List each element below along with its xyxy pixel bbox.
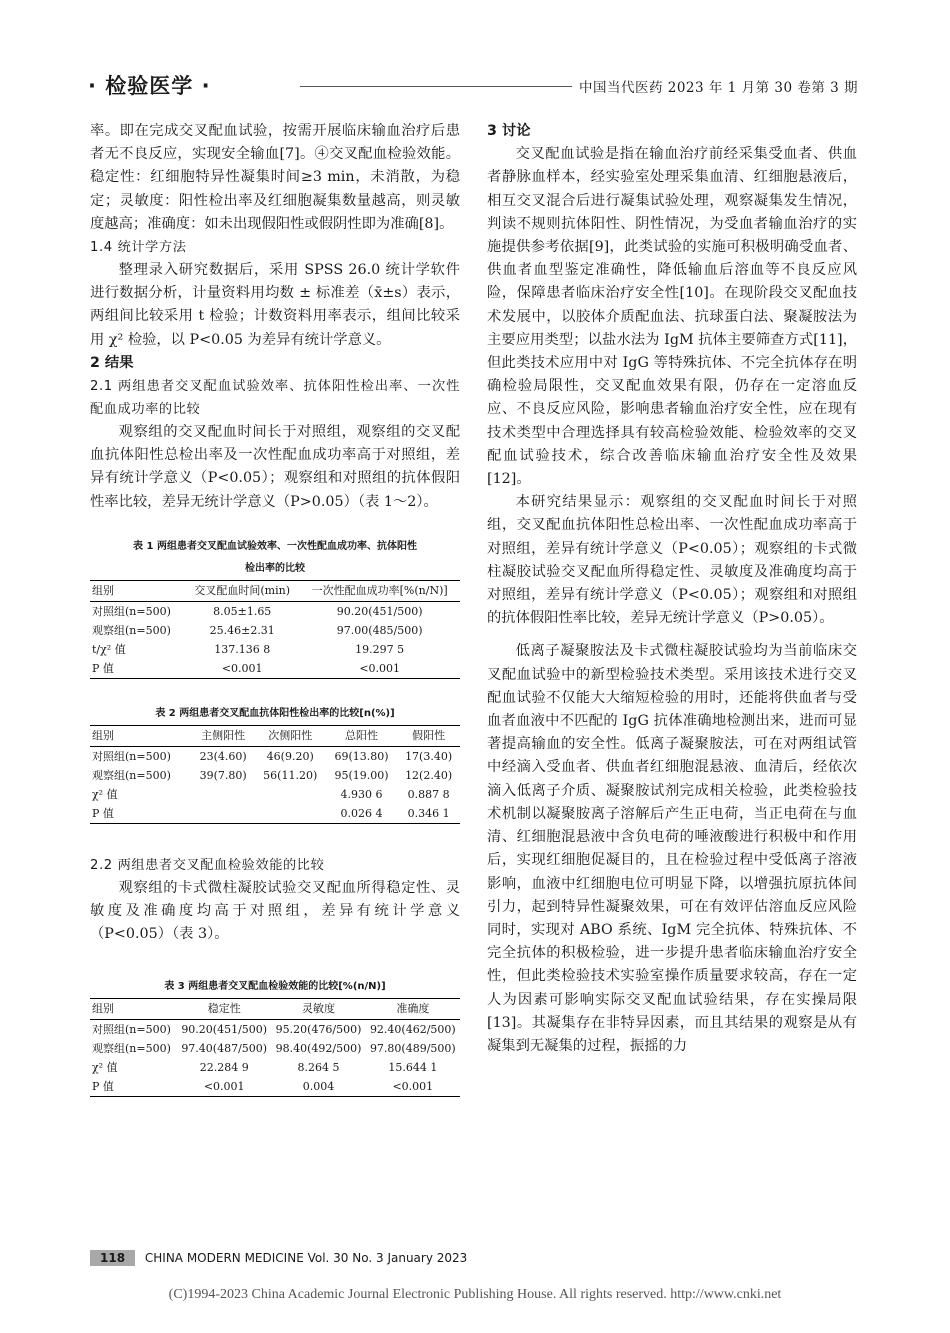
table-row xyxy=(90,621,460,640)
table-header: 主侧阳性 xyxy=(192,725,255,746)
table-cell: 56(11.20) xyxy=(263,768,318,782)
table-cell: 22.284 9 xyxy=(199,1061,249,1075)
table-cell: 46(9.20) xyxy=(266,749,314,763)
table-cell: 98.40(492/500) xyxy=(275,1042,362,1056)
table-row xyxy=(90,1020,460,1040)
section-heading: 3 讨论 xyxy=(487,123,531,139)
table-cell: <0.001 xyxy=(185,659,299,679)
table-row xyxy=(90,1077,460,1097)
table-cell: 39(7.80) xyxy=(199,768,247,782)
table-cell: 95.20(476/500) xyxy=(275,1023,362,1037)
table-row xyxy=(90,601,460,621)
section-heading: 1.4 统计学方法 xyxy=(90,240,187,256)
left-column xyxy=(90,120,460,1097)
table-cell: 137.136 8 xyxy=(214,642,271,656)
page-footer xyxy=(90,1250,467,1266)
table-row xyxy=(90,785,460,804)
table-cell: 19.297 5 xyxy=(355,642,405,656)
table-cell: 97.80(489/500) xyxy=(369,1042,456,1056)
table-cell: 对照组(n=500) xyxy=(92,604,171,618)
table-cell: 观察组(n=500) xyxy=(92,768,171,782)
table-cell: 对照组(n=500) xyxy=(92,1023,171,1037)
table-cell: χ² 值 xyxy=(92,1061,118,1075)
table-header: 总阳性 xyxy=(326,725,397,746)
table-1 xyxy=(90,536,460,679)
paragraph: 整理录入研究数据后，采用 SPSS 26.0 统计学软件进行数据分析，计量资料用均数 ± 标准差（x̄±s）表示，两组间比较采用 t 检验；计数资料用率表示，组间比较采用 χ² 检验，以 P<0.05 为差异有统计学意义。 xyxy=(90,262,460,348)
table-cell xyxy=(255,785,326,804)
table-header: 假阳性 xyxy=(397,725,460,746)
table-cell: 25.46±2.31 xyxy=(209,623,275,637)
paragraph: 率。即在完成交叉配血试验，按需开展临床输血治疗后患者无不良反应，实现安全输血[7]。④交叉配血检验效能。稳定性：红细胞特异性凝集时间≥3 min，未消散，为稳定；灵敏度：阳性检出率及红细胞凝集数量越高，则灵敏度越高；准确度：如未出现假阳性或假阴性即为准确[8]。 xyxy=(90,123,460,232)
paragraph: 交叉配血试验是指在输血治疗前经采集受血者、供血者静脉血样本，经实验室处理采集血清、红细胞悬液后，相互交叉混合后进行凝集试验处理，观察凝集发生情况，判读不规则抗体阳性、阴性情况，为受血者输血治疗的实施提供参考依据[9]，此类试验的实施可积极明确受血者、供血者血型鉴定准确性，降低输血后溶血等不良反应风险，保障患者临床治疗安全性[10]。在现阶段交叉配血技术发展中，以胶体介质配血法、抗球蛋白法、聚凝胺法为主要应用类型；以盐水法为 IgM 抗体主要筛查方式[11]，但此类技术应用中对 IgG 等特殊抗体、不完全抗体存在明确检验局限性，交叉配血效果有限，仍存在一定溶血反应、不良反应风险，影响患者输血治疗安全性，应在现有技术类型中合理选择具有较高检验效能、检验效率的交叉配血试验技术，综合改善临床输血治疗安全性及效果[12]。 xyxy=(487,146,857,488)
table-cell: <0.001 xyxy=(177,1077,271,1097)
table-cell: 0.026 4 xyxy=(326,804,397,824)
section-heading: 2.2 两组患者交叉配血检验效能的比较 xyxy=(90,857,325,873)
table-cell: 97.00(485/500) xyxy=(336,623,423,637)
table-2 xyxy=(90,703,460,824)
paragraph: 观察组的卡式微柱凝胶试验交叉配血所得稳定性、灵敏度及准确度均高于对照组，差异有统计学意义（P<0.05）（表 3）。 xyxy=(90,879,460,943)
journal-info: 中国当代医药 2023 年 1 月第 30 卷第 3 期 xyxy=(578,80,858,96)
table-cell: 15.644 1 xyxy=(388,1061,438,1075)
table-cell: 97.40(487/500) xyxy=(181,1042,268,1056)
table-cell: 观察组(n=500) xyxy=(92,623,171,637)
table-cell: 90.20(451/500) xyxy=(336,604,423,618)
table-cell: 0.346 1 xyxy=(397,804,460,824)
table-cell: 8.05±1.65 xyxy=(213,604,272,618)
table-cell: χ² 值 xyxy=(92,787,118,801)
table-header: 次侧阳性 xyxy=(255,725,326,746)
table-header: 组别 xyxy=(90,725,192,746)
right-column xyxy=(487,120,857,1058)
table-cell: 95(19.00) xyxy=(334,768,389,782)
table-cell: 0.004 xyxy=(271,1077,365,1097)
table-cell: 对照组(n=500) xyxy=(92,749,171,763)
table-3 xyxy=(90,976,460,1097)
table-cell: 17(3.40) xyxy=(405,749,453,763)
table-header: 一次性配血成功率[%(n/N)] xyxy=(299,580,460,601)
table-cell: P 值 xyxy=(90,804,192,824)
table-cell: P 值 xyxy=(90,659,185,679)
table-caption: 表 2 两组患者交叉配血抗体阳性检出率的比较[n(%)] xyxy=(155,707,395,719)
table-cell: 4.930 6 xyxy=(340,787,383,801)
table-cell: 23(4.60) xyxy=(199,749,247,763)
table-row xyxy=(90,766,460,785)
table-header: 灵敏度 xyxy=(271,999,365,1020)
table-cell xyxy=(192,804,255,824)
header-rule xyxy=(300,86,572,87)
table-header: 交叉配血时间(min) xyxy=(185,580,299,601)
table-cell: <0.001 xyxy=(366,1077,460,1097)
table-row xyxy=(90,640,460,659)
table-cell: 69(13.80) xyxy=(334,749,389,763)
table-cell: 92.40(462/500) xyxy=(369,1023,456,1037)
table-cell: 0.887 8 xyxy=(407,787,450,801)
table-header: 准确度 xyxy=(366,999,460,1020)
table-cell: 8.264 5 xyxy=(297,1061,340,1075)
page-number: 118 xyxy=(90,1250,135,1266)
paragraph: 本研究结果显示：观察组的交叉配血时间长于对照组，交叉配血抗体阳性总检出率、一次性配血成功率高于对照组，差异有统计学意义（P<0.05）；观察组的卡式微柱凝胶试验交叉配血所得稳定性、灵敏度及准确度均高于对照组，差异有统计学意义（P<0.05）；观察组和对照组的抗体假阳性率比较，差异无统计学意义（P>0.05）。 xyxy=(487,494,857,627)
table-cell xyxy=(255,804,326,824)
table-cell: P 值 xyxy=(90,1077,177,1097)
table-row xyxy=(90,746,460,766)
section-heading: 2 结果 xyxy=(90,354,134,371)
table-row xyxy=(90,659,460,679)
table-row xyxy=(90,804,460,824)
copyright-line: (C)1994-2023 China Academic Journal Electronic Publishing House. All rights reserved. http://www.cnki.net xyxy=(168,1287,782,1302)
table-cell: t/χ² 值 xyxy=(92,642,126,656)
section-heading: 2.1 两组患者交叉配血试验效率、抗体阳性检出率、一次性配血成功率的比较 xyxy=(90,379,460,418)
table-caption: 表 3 两组患者交叉配血检验效能的比较[%(n/N)] xyxy=(164,981,386,993)
table-cell: 12(2.40) xyxy=(405,768,453,782)
footer-journal: CHINA MODERN MEDICINE Vol. 30 No. 3 January 2023 xyxy=(144,1251,468,1265)
table-cell: <0.001 xyxy=(299,659,460,679)
table-header: 组别 xyxy=(90,580,185,601)
table-header: 稳定性 xyxy=(177,999,271,1020)
section-title: · 检验医学 · xyxy=(88,74,211,98)
table-row xyxy=(90,1039,460,1058)
table-row xyxy=(90,1058,460,1077)
paragraph: 观察组的交叉配血时间长于对照组，观察组的交叉配血抗体阳性总检出率及一次性配血成功率高于对照组，差异有统计学意义（P<0.05）；观察组和对照组的抗体假阳性率比较，差异无统计学意义（P>0.05）（表 1～2）。 xyxy=(90,424,460,510)
table-cell: 观察组(n=500) xyxy=(92,1042,171,1056)
table-cell: 90.20(451/500) xyxy=(181,1023,268,1037)
table-caption: 表 1 两组患者交叉配血试验效率、一次性配血成功率、抗体阳性 xyxy=(133,540,417,552)
table-header: 组别 xyxy=(90,999,177,1020)
paragraph: 低离子凝聚胺法及卡式微柱凝胶试验均为当前临床交叉配血试验中的新型检验技术类型。采用该技术进行交叉配血试验不仅能大大缩短检验的用时，还能将供血者与受血者血液中不匹配的 IgG 抗体准确地检测出来，进而可显著提高输血的安全性。低离子凝聚胺法，可在对两组试管中经滴入受血者、供血者红细胞混悬液、血清后，经依次滴入低离子介质、凝聚胺试剂完成相关检验，此类检验技术机制以凝聚胺离子溶解后产生正电荷，当正电荷在与血清、红细胞混悬液中含负电荷的唾液酸进行积极中和作用后，实现红细胞促凝目的，且在检验过程中受低离子溶液影响，血液中红细胞电位可明显下降，以增强抗原抗体间引力，起到特异性凝聚效果，可在有效评估溶血反应风险同时，实现对 ABO 系统、IgM 完全抗体、特殊抗体、不完全抗体的积极检验，进一步提升患者临床输血治疗安全性，但此类检验技术实验室操作质量要求较高，存在一定人为因素可影响实际交叉配血试验结果，存在实操局限[13]。其凝集存在非特异因素，而且其结果的观察是从有凝集到无凝集的过程，振摇的力 xyxy=(487,643,857,1054)
table-cell xyxy=(192,785,255,804)
table-caption: 检出率的比较 xyxy=(245,562,305,574)
